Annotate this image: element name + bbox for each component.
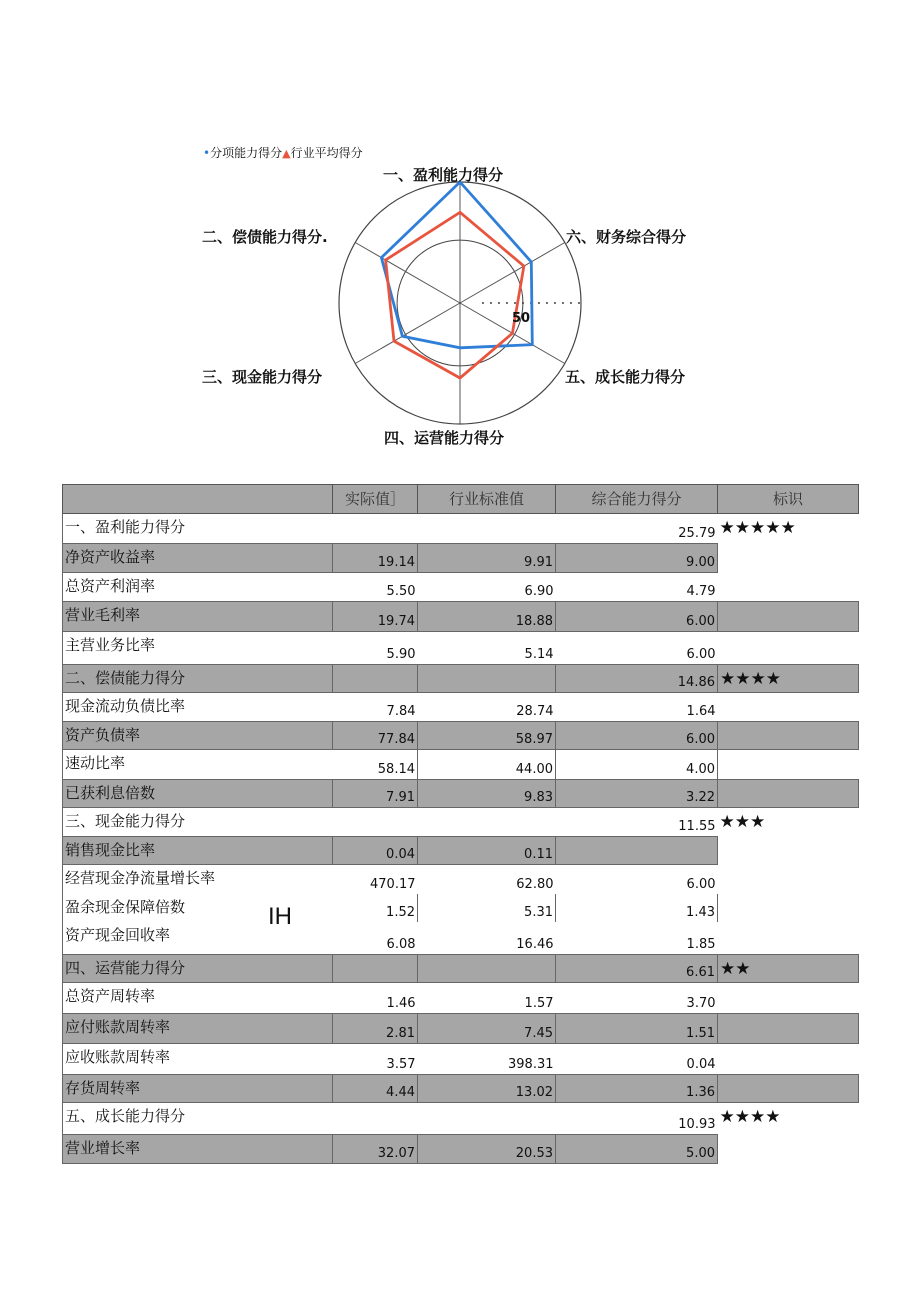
standard-value (418, 665, 556, 693)
actual-value (333, 955, 418, 983)
standard-value: 62.80 (516, 876, 554, 892)
table-row (63, 837, 859, 865)
row-label: 应收账款周转率 (63, 1044, 333, 1075)
actual-value: 470.17 (370, 876, 416, 892)
standard-value: 7.45 (418, 1014, 556, 1044)
score-value: 4.79 (686, 584, 716, 599)
score-value: 0.04 (686, 1057, 716, 1072)
table-row (63, 808, 859, 837)
rating-stars (718, 1014, 859, 1044)
row-label: 营业增长率 (63, 1135, 333, 1164)
row-label: 营业毛利率 (63, 602, 333, 632)
rating-stars (718, 922, 859, 955)
row-label: 销售现金比率 (63, 837, 333, 865)
rating-stars (718, 693, 859, 722)
score-value: 11.55 (678, 819, 716, 834)
rating-stars: ★★★★★ (719, 518, 796, 538)
rating-stars (718, 544, 859, 573)
table-row (63, 573, 859, 602)
radar-series-2 (386, 212, 524, 378)
table-row (63, 865, 859, 894)
score-value: 10.93 (678, 1117, 716, 1132)
score-value: 25.79 (678, 526, 716, 541)
header-actual: 实际值］ (333, 485, 418, 514)
rating-stars: ★★★★ (719, 1107, 781, 1127)
chart-legend (203, 144, 363, 161)
actual-value: 77.84 (333, 722, 418, 750)
standard-value: 0.11 (418, 837, 556, 865)
table-row (63, 722, 859, 750)
row-label: 总资产利润率 (63, 573, 333, 602)
score-value: 6.00 (686, 876, 716, 892)
row-label: 资产现金回收率 (63, 922, 333, 955)
rating-stars (718, 865, 859, 894)
row-label: 已获利息倍数 (63, 780, 333, 808)
table-row (63, 983, 859, 1014)
standard-value (418, 808, 556, 837)
table-row (63, 1044, 859, 1075)
rating-stars (718, 780, 859, 808)
score-value (556, 837, 718, 865)
actual-value: 1.46 (386, 996, 416, 1011)
score-value: 6.00 (556, 602, 718, 632)
financial-score-table (62, 484, 859, 1164)
row-label: 存货周转率 (63, 1075, 333, 1103)
standard-value (418, 514, 556, 544)
table-row (63, 544, 859, 573)
score-value: 3.70 (686, 996, 716, 1011)
actual-value: 19.14 (333, 544, 418, 573)
table-row (63, 894, 859, 922)
table-row (63, 1135, 859, 1164)
axis-label-profitability: 一、盈利能力得分 (383, 166, 504, 184)
legend-marker-series-2: ▲ (282, 147, 291, 160)
standard-value: 20.53 (418, 1135, 556, 1164)
axis-label-operation: 四、运营能力得分 (384, 429, 505, 447)
legend-label-series-2: 行业平均得分 (290, 146, 363, 160)
header-item (63, 485, 333, 514)
score-value: 1.85 (686, 937, 716, 952)
score-value: 1.43 (556, 894, 718, 922)
rating-stars: ★★★ (719, 812, 766, 832)
actual-value: 7.91 (333, 780, 418, 808)
rating-stars (718, 1075, 859, 1103)
radar-chart (0, 0, 920, 470)
rating-stars: ★★★★ (718, 665, 859, 693)
score-value: 9.00 (556, 544, 718, 573)
axis-label-cash: 三、现金能力得分 (202, 368, 323, 386)
row-label: 应付账款周转率 (63, 1014, 333, 1044)
row-label: 三、现金能力得分 (63, 808, 333, 837)
actual-value (333, 808, 418, 837)
header-standard: 行业标准值 (418, 485, 556, 514)
radial-tick-label: 50 (512, 311, 531, 326)
rating-stars (718, 894, 859, 922)
actual-value: 0.04 (333, 837, 418, 865)
standard-value: 1.57 (524, 996, 554, 1011)
standard-value: 9.83 (418, 780, 556, 808)
score-value: 3.22 (556, 780, 718, 808)
score-value: 14.86 (556, 665, 718, 693)
actual-value: 58.14 (333, 750, 418, 780)
table-row (63, 1075, 859, 1103)
stray-text: IH (268, 903, 292, 930)
axis-label-overall: 六、财务综合得分 (566, 228, 687, 246)
score-value: 1.64 (686, 704, 716, 719)
score-value: 1.36 (556, 1075, 718, 1103)
actual-value (333, 1103, 418, 1135)
rating-stars (718, 602, 859, 632)
actual-value: 4.44 (333, 1075, 418, 1103)
row-label: 四、运营能力得分 (63, 955, 333, 983)
standard-value: 18.88 (418, 602, 556, 632)
score-value: 6.61 (556, 955, 718, 983)
radar-spoke (460, 243, 565, 304)
radar-spoke (355, 243, 460, 304)
actual-value: 5.90 (386, 647, 416, 662)
header-score: 综合能力得分 (556, 485, 718, 514)
standard-value: 5.14 (524, 647, 554, 662)
rating-stars (718, 837, 859, 865)
rating-stars (718, 1044, 859, 1075)
actual-value: 1.52 (333, 894, 418, 922)
table-row (63, 602, 859, 632)
score-value: 6.00 (686, 647, 716, 662)
row-label: 总资产周转率 (63, 983, 333, 1014)
table-row (63, 514, 859, 544)
axis-label-solvency: 二、偿债能力得分. (202, 228, 328, 246)
score-value: 4.00 (556, 750, 718, 780)
table-row (63, 632, 859, 665)
table-row (63, 922, 859, 955)
axis-label-growth: 五、成长能力得分 (565, 368, 686, 386)
actual-value: 6.08 (386, 937, 416, 952)
rating-stars (718, 1135, 859, 1164)
table-row (63, 1014, 859, 1044)
table-header-row (63, 485, 859, 514)
rating-stars: ★★ (718, 955, 859, 983)
row-label: 二、偿债能力得分 (63, 665, 333, 693)
rating-stars (718, 632, 859, 665)
row-label: 主营业务比率 (63, 632, 333, 665)
standard-value: 6.90 (524, 584, 554, 599)
row-label: 经营现金净流量增长率 (63, 865, 333, 894)
standard-value: 5.31 (418, 894, 556, 922)
standard-value: 44.00 (418, 750, 556, 780)
row-label: 资产负债率 (63, 722, 333, 750)
actual-value: 5.50 (386, 584, 416, 599)
score-value: 6.00 (556, 722, 718, 750)
standard-value: 58.97 (418, 722, 556, 750)
table-row (63, 780, 859, 808)
standard-value (418, 1103, 556, 1135)
standard-value: 16.46 (516, 937, 554, 952)
standard-value: 398.31 (508, 1057, 554, 1072)
standard-value (418, 955, 556, 983)
table-row (63, 1103, 859, 1135)
row-label: 五、成长能力得分 (63, 1103, 333, 1135)
radar-spoke (355, 303, 460, 364)
table-row (63, 693, 859, 722)
actual-value: 2.81 (333, 1014, 418, 1044)
legend-label-series-1: 分项能力得分 (210, 146, 283, 160)
actual-value: 3.57 (386, 1057, 416, 1072)
row-label: 速动比率 (63, 750, 333, 780)
rating-stars (718, 722, 859, 750)
table-row (63, 665, 859, 693)
standard-value: 28.74 (516, 704, 554, 719)
table-row (63, 955, 859, 983)
standard-value: 9.91 (418, 544, 556, 573)
legend-marker-series-1: • (203, 146, 211, 160)
header-mark: 标识 (718, 485, 859, 514)
score-value: 5.00 (556, 1135, 718, 1164)
actual-value (333, 665, 418, 693)
actual-value: 19.74 (333, 602, 418, 632)
standard-value: 13.02 (418, 1075, 556, 1103)
rating-stars (718, 983, 859, 1014)
row-label: 现金流动负债比率 (63, 693, 333, 722)
rating-stars (718, 750, 859, 780)
actual-value (333, 514, 418, 544)
actual-value: 7.84 (386, 704, 416, 719)
row-label: 盈余现金保障倍数 (63, 894, 333, 922)
actual-value: 32.07 (333, 1135, 418, 1164)
rating-stars (718, 573, 859, 602)
row-label: 净资产收益率 (63, 544, 333, 573)
row-label: 一、盈利能力得分 (63, 514, 333, 544)
score-value: 1.51 (556, 1014, 718, 1044)
table-row (63, 750, 859, 780)
